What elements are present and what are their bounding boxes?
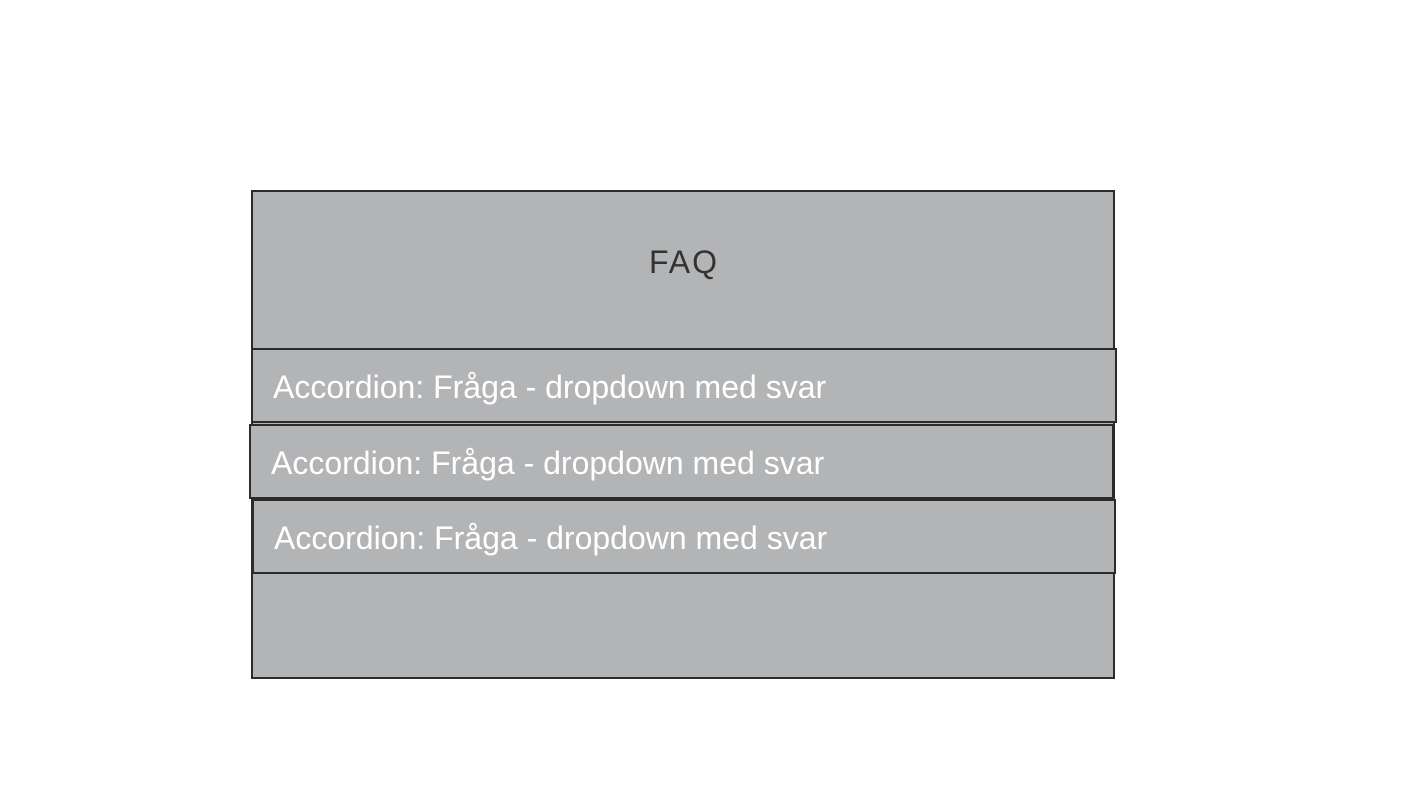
accordion-question-label: Accordion: Fråga - dropdown med svar xyxy=(274,520,828,556)
accordion-question-label: Accordion: Fråga - dropdown med svar xyxy=(271,445,825,481)
accordion-question-label: Accordion: Fråga - dropdown med svar xyxy=(273,369,827,405)
accordion-item-3[interactable] xyxy=(252,499,1116,574)
accordion-item-2[interactable] xyxy=(249,424,1114,499)
faq-title: FAQ xyxy=(648,244,719,280)
accordion-item-1[interactable] xyxy=(251,348,1117,423)
